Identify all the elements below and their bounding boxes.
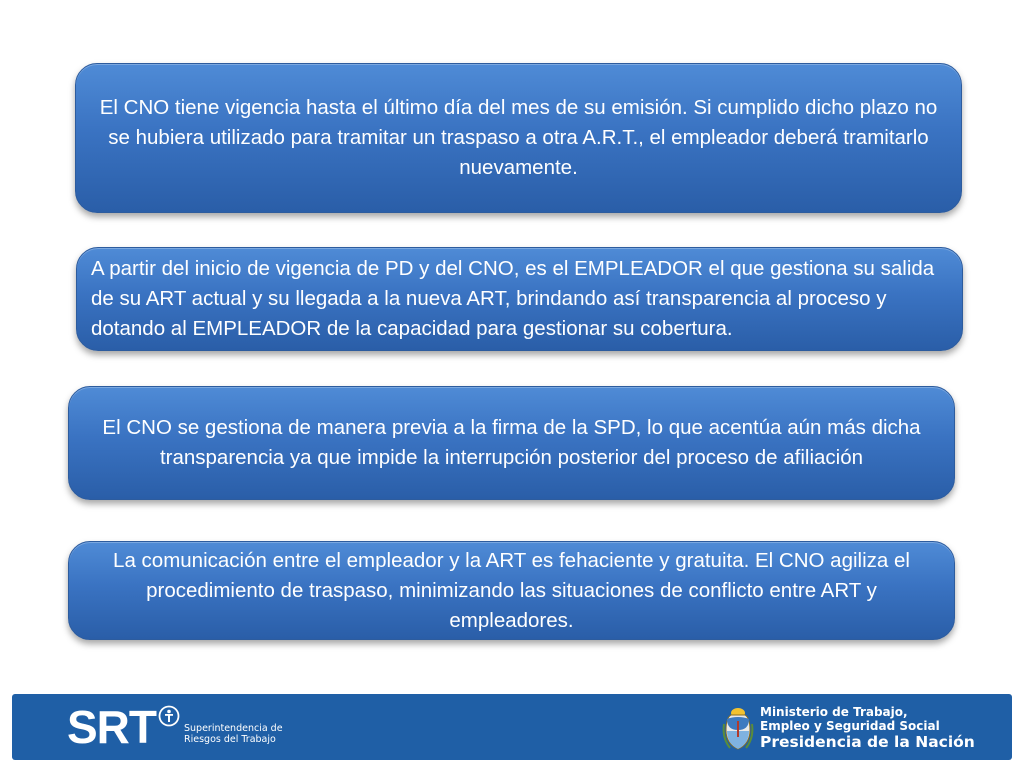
argentina-coat-of-arms-icon (722, 704, 754, 752)
info-box-text: El CNO se gestiona de manera previa a la firma de la SPD, lo que acentúa aún más dicha transparencia ya que impide la interrupción posterior del proceso de afiliación (102, 416, 921, 469)
srt-logo-letters: SRT (67, 701, 156, 753)
info-box-comunicacion (68, 541, 955, 640)
info-box-empleador-gestiona (76, 247, 963, 351)
srt-subtitle (184, 723, 283, 745)
ministry-line1: Ministerio de Trabajo, (760, 704, 908, 719)
person-circle-icon (158, 705, 180, 727)
ministry-line2: Empleo y Seguridad Social (760, 718, 940, 733)
srt-subtitle-line2: Riesgos del Trabajo (184, 734, 276, 745)
government-branding (722, 700, 975, 756)
srt-logo (67, 698, 283, 756)
presidency-label: Presidencia de la Nación (760, 732, 975, 751)
info-box-cno-vigencia (75, 63, 962, 213)
footer-banner (12, 694, 1012, 760)
info-box-text: A partir del inicio de vigencia de PD y del CNO, es el EMPLEADOR el que gestiona su salida de su ART actual y su llegada a la nueva ART, brindando así transparencia al proceso y dotando al EMPLEADOR de la capacidad para gestionar su cobertura. (91, 257, 935, 340)
info-box-text: El CNO tiene vigencia hasta el último día del mes de su emisión. Si cumplido dicho plazo no se hubiera utilizado para tramitar un traspaso a otra A.R.T., el empleador deberá tramitarlo nuevamente. (99, 96, 938, 179)
government-text (760, 705, 975, 752)
info-box-text: La comunicación entre el empleador y la ART es fehaciente y gratuita. El CNO agiliza el procedimiento de traspaso, minimizando las situaciones de conflicto entre ART y empleadores. (113, 548, 910, 632)
srt-subtitle-line1: Superintendencia de (184, 723, 283, 734)
info-box-cno-previo-spd (68, 386, 955, 500)
